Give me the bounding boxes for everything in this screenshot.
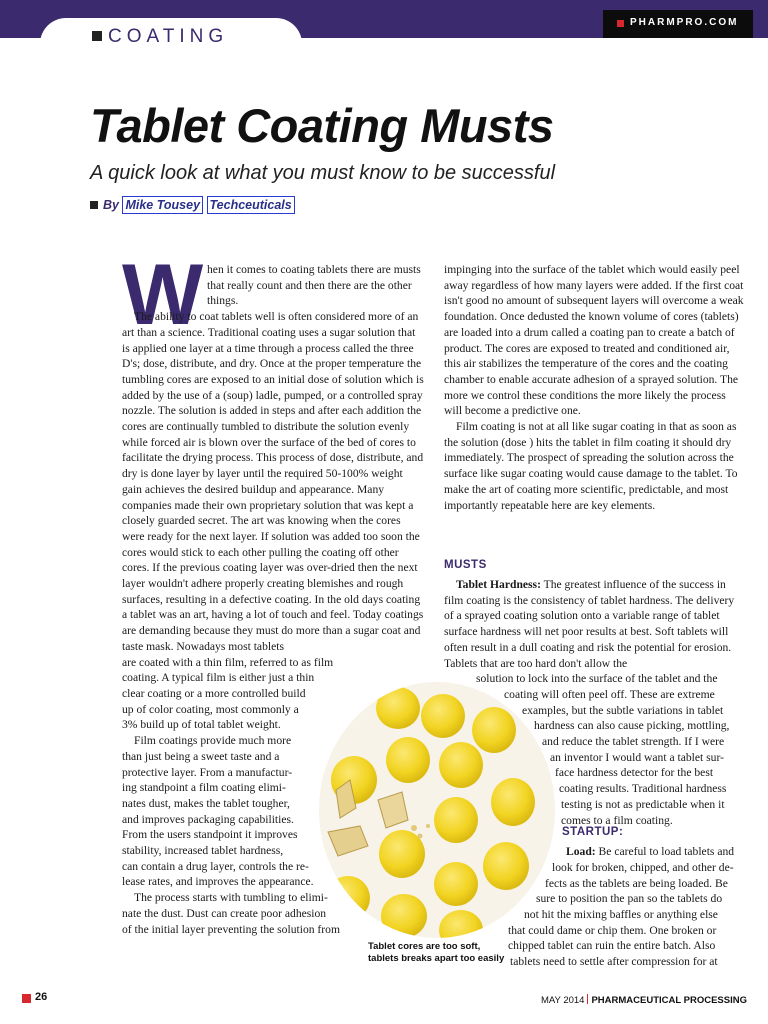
square-bullet-icon <box>92 31 102 41</box>
byline-prefix: By <box>103 198 119 212</box>
right-col-paragraph: Film coating is not at all like sugar coating in that as soon as the solution (dose ) hits the tablet in film coating it should dry immediately. The prospect of spreading the solution across the surface like sugar coating would cause damage to the tablet. To make the art of coating more scientific, predictable, and most importantly repeatable here are key elements. <box>444 420 738 512</box>
footer-publication <box>541 994 747 1006</box>
left-col-first: hen it comes to coating tablets there are musts that really count and then there are the other things. <box>207 263 421 308</box>
text-line: sure to position the pan so the tablets do <box>536 892 723 906</box>
text-line: clear coating or a more controlled build <box>122 686 306 700</box>
hardness-label: Tablet Hardness: <box>456 578 541 591</box>
text-line: examples, but the subtle variations in tablet <box>522 703 724 717</box>
text-line: that could dame or chip them. One broken or <box>508 923 717 937</box>
divider <box>587 994 588 1004</box>
text-line: up of color coating, most commonly a <box>122 702 299 716</box>
text-line: solution to lock into the surface of the tablet and the <box>476 672 718 686</box>
issue-date: MAY 2014 <box>540 995 585 1006</box>
site-badge <box>603 10 753 38</box>
text-line: The process starts with tumbling to elimi- <box>134 891 328 905</box>
text-line: ing standpoint a film coating elimi- <box>122 781 286 795</box>
hardness-paragraph <box>444 577 746 671</box>
section-label <box>92 26 228 48</box>
text-line: tablets need to settle after compression for at <box>510 955 718 969</box>
right-col-paragraph: impinging into the surface of the tablet which would easily peel away regardless of how many layers were added. If the first coat isn't good no amount of subsequent layers will overcome a weak foundation. Once dedusted the known volume of cores (tablets) are loaded into a drum called a coating pan to create a batch of product. The cores are exposed to treated and conditioned air, this air stabilizes the temperature of the cores and the coating chamber to enable accurate adhesion of a sprayed solution. The more we control these conditions the more likely the process will become a predictive one. <box>444 263 744 418</box>
square-bullet-icon <box>90 201 98 209</box>
text-line: nate the dust. Dust can create poor adhesion <box>122 906 327 920</box>
text-line: nates dust, makes the tablet tougher, <box>122 796 290 810</box>
text-line: coating will often peel off. These are extreme <box>504 687 715 701</box>
left-col-paragraph: The ability to coat tablets well is often considered more of an art than a science. Traditional coating uses a sugar solution that is applied one layer at a time through a process called the three D's; dose, distribute, and dry. Once at the proper temperature the tumbling cores are exposed to an initial dose of solution which is added by the use of a (soup) ladle, pumped, or a controlled spray nozzle. The solution is added in steps and after each addition the cores are continually tumbled to distribute the solution evenly while forced air is blown over the surface of the bed of cores to facilitate the drying process. This process of dose, distribute, and dry is done layer by layer until the required 50-100% weight gain achieves the desired buildup and appearance. Many companies made their own proprietary solution that was kept a closely guarded secret. The art was knowing when the cores were ready for the next layer. If solution was added too soon the cores would stick to each other pulling the coating off other cores. If the previous coating layer was over-dried then the next layer wouldn't adhere properly creating blemishes and rough surfaces, resulting in a defective coating. In the old days coating a tablet was an art, having a lot of touch and feel. Today coatings are demanding because they must do more than a sugar coat and taste mask. Nowadays most tablets <box>122 310 424 653</box>
left-col-wrap <box>122 655 342 734</box>
text-line: face hardness detector for the best <box>555 766 714 780</box>
tablet-photo <box>316 680 558 940</box>
text-line: look for broken, chipped, and other de- <box>552 860 734 874</box>
photo-caption: Tablet cores are too soft, tablets breaks apart too easily <box>368 941 505 964</box>
load-label: Load: <box>566 845 596 859</box>
text-line: comes to a film coating. <box>561 813 673 827</box>
text-line: and improves packaging capabilities. <box>122 812 294 826</box>
load-text: Be careful to load tablets and <box>595 845 735 859</box>
text-line: chipped tablet can ruin the entire batch. Also <box>508 939 716 953</box>
text-line: can contain a drug layer, controls the re- <box>122 859 309 873</box>
section-name: COATING <box>108 26 229 47</box>
drop-cap: W <box>122 247 204 343</box>
text-line: and reduce the tablet strength. If I were <box>542 735 725 749</box>
text-line: lease rates, and improves the appearance. <box>122 875 314 889</box>
startup-heading: STARTUP: <box>562 826 624 838</box>
red-square-icon <box>617 20 624 27</box>
byline <box>90 198 295 212</box>
page-number: 26 <box>35 991 48 1003</box>
text-line: not hit the mixing baffles or anything else <box>524 908 718 922</box>
text-line: are coated with a thin film, referred to as film <box>122 655 334 669</box>
text-line: coating. A typical film is either just a thin <box>122 671 315 685</box>
text-line: fects as the tablets are being loaded. Be <box>545 876 728 890</box>
hardness-text: The greatest influence of the success in film coating is the consistency of tablet hardness. The delivery of a sprayed coating solution onto a variable range of tablet surface hardness will net poor results at best. Soft tablets will often result in a dull coating and risk the potential for erosion. Tablets that are too hard don't allow the <box>444 578 735 670</box>
text-line: testing is not as predictable when it <box>561 797 725 811</box>
text-line: From the users standpoint it improves <box>122 828 298 842</box>
text-line: of the initial layer preventing the solution from <box>122 922 340 936</box>
text-line: than just being a sweet taste and a <box>122 749 280 763</box>
text-line: 3% build up of total tablet weight. <box>122 718 281 732</box>
text-line: protective layer. From a manufactur- <box>122 765 293 779</box>
author-link[interactable]: Mike Tousey <box>122 196 203 214</box>
text-line: hardness can also cause picking, mottling, <box>534 719 730 733</box>
article-subtitle: A quick look at what you must know to be successful <box>90 162 556 184</box>
company-link[interactable]: Techceuticals <box>207 196 295 214</box>
right-column <box>444 262 746 513</box>
text-line: coating results. Traditional hardness <box>559 782 727 796</box>
text-line: stability, increased tablet hardness, <box>122 844 284 858</box>
article-title: Tablet Coating Musts <box>90 99 554 152</box>
publication-name: PHARMACEUTICAL PROCESSING <box>591 995 747 1006</box>
musts-heading: MUSTS <box>444 559 487 571</box>
site-url: PHARMPRO.COM <box>630 17 739 28</box>
text-line: an inventor I would want a tablet sur- <box>550 750 724 764</box>
text-line: Film coatings provide much more <box>134 734 292 748</box>
red-square-icon <box>22 994 31 1003</box>
